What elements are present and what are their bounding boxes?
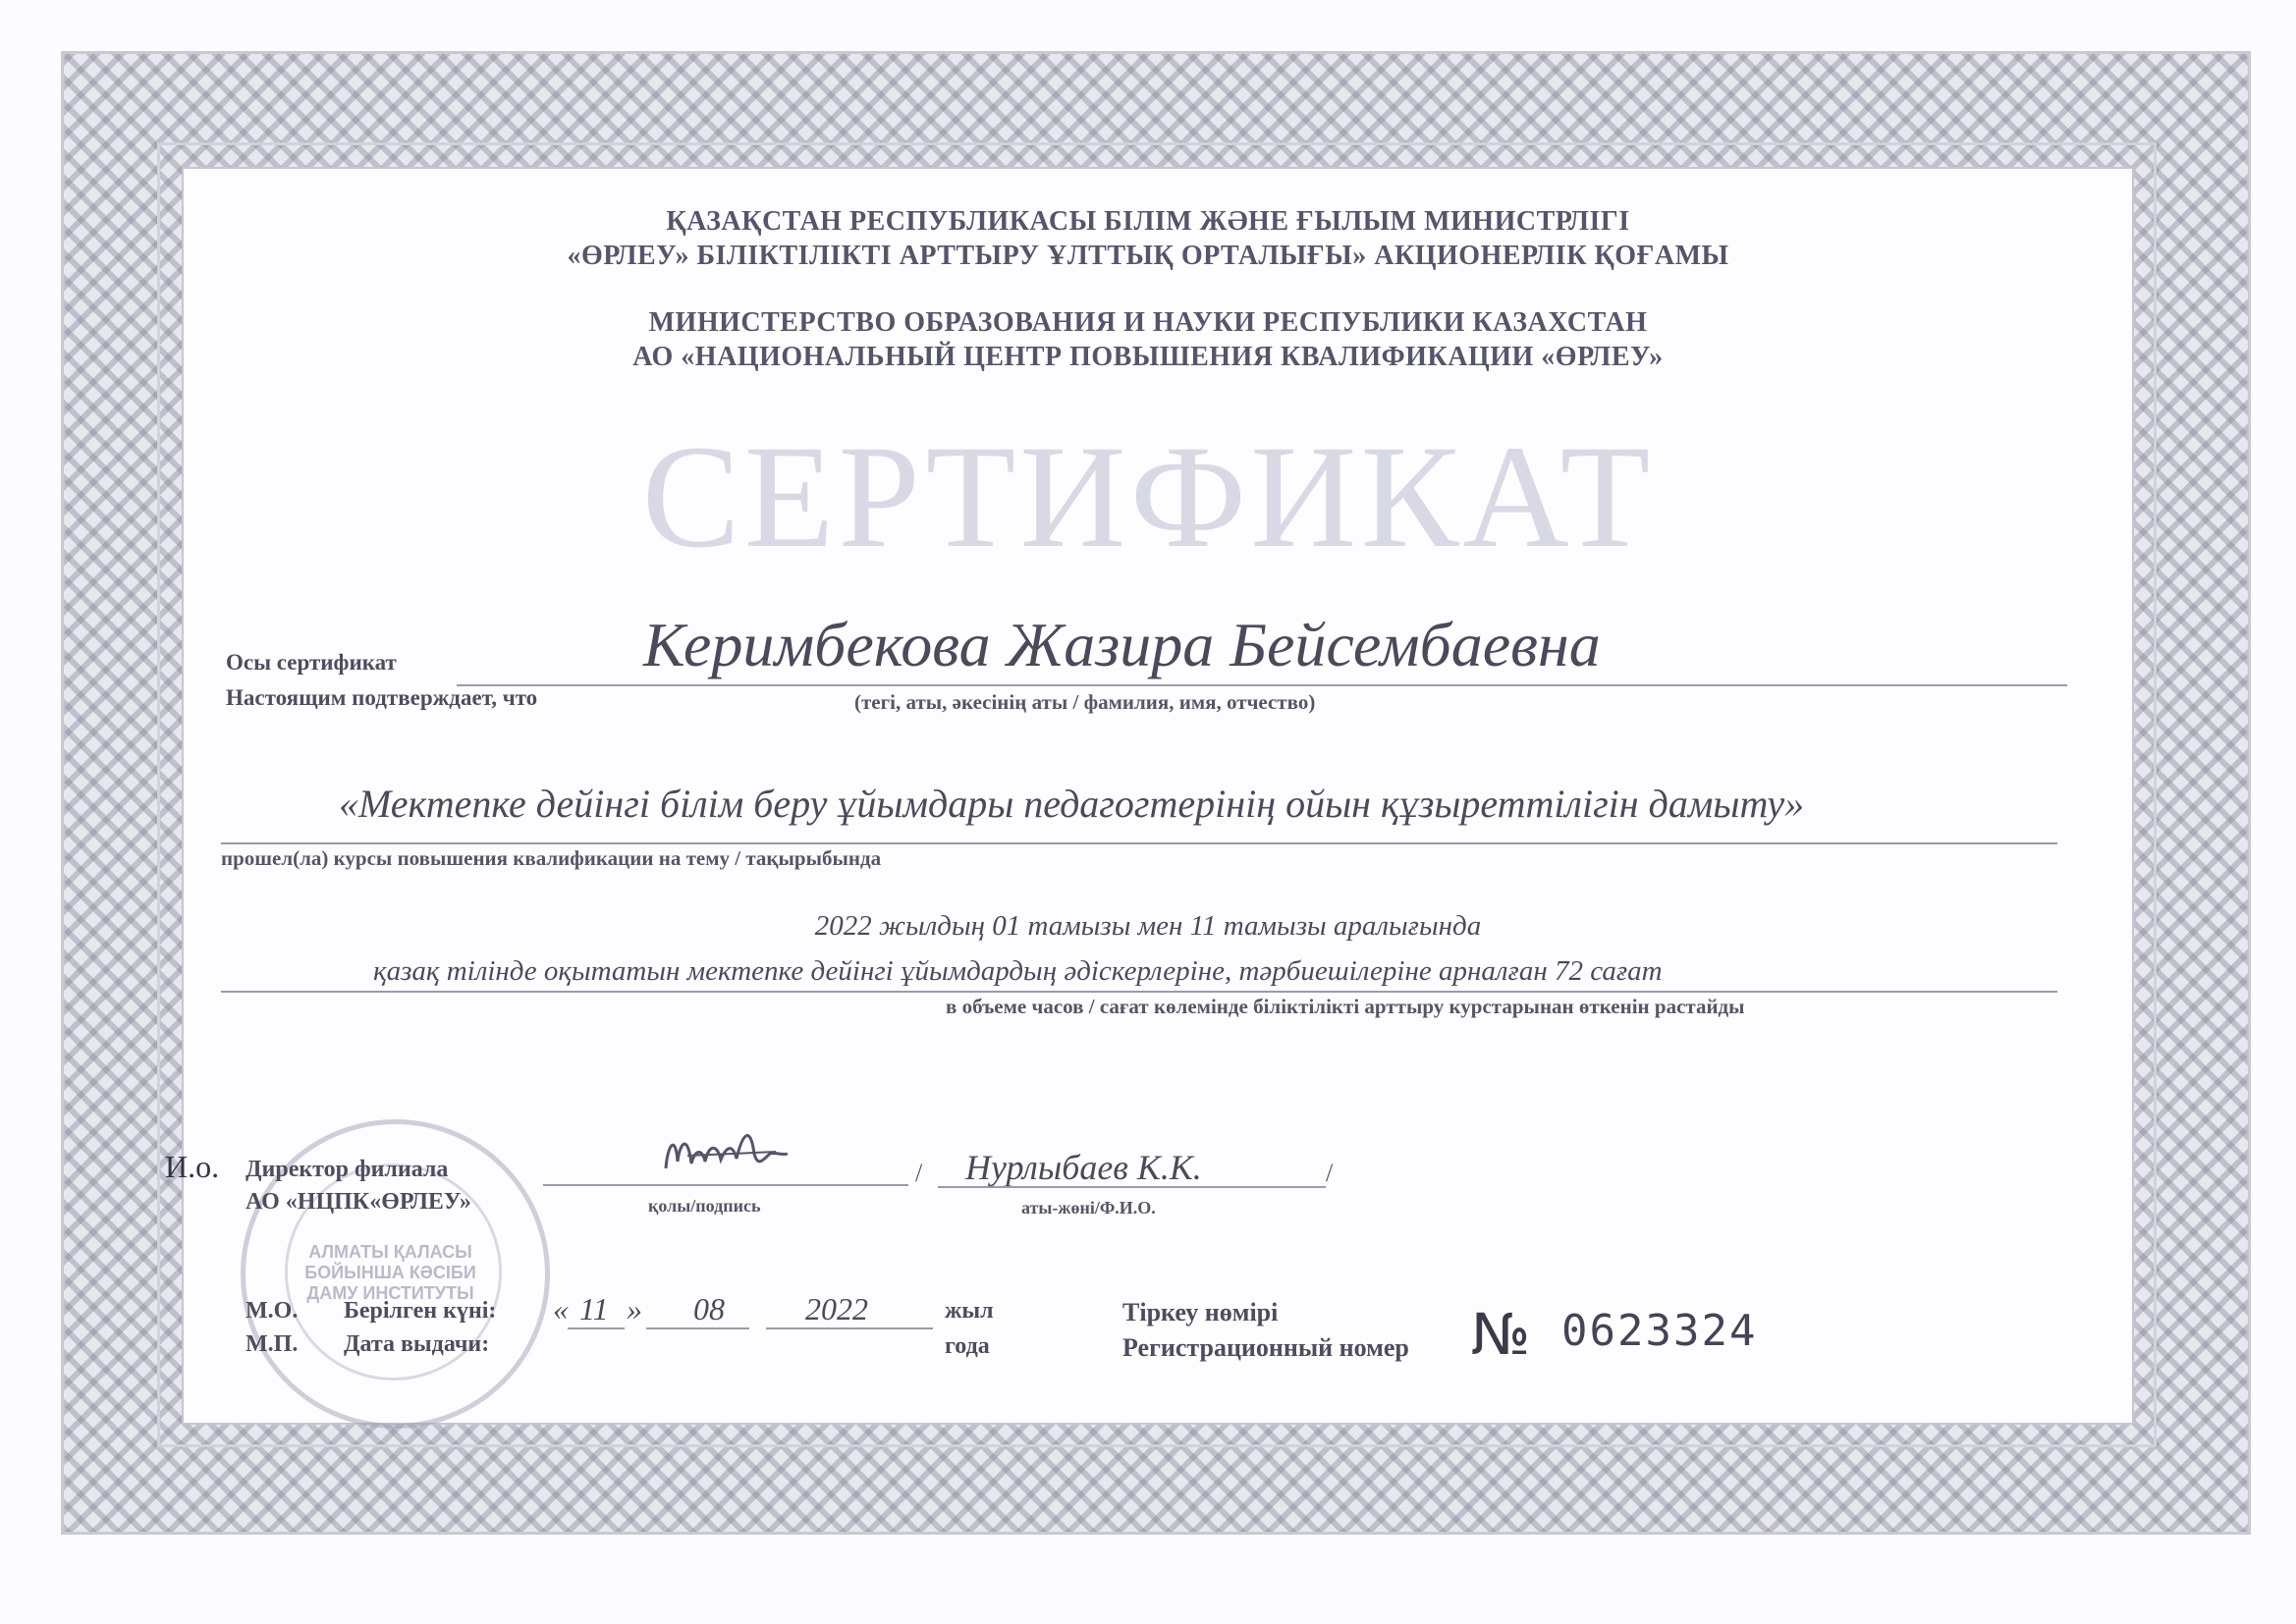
course-topic-caption: прошел(ла) курсы повышения квалификации на тему / тақырыбында (221, 846, 882, 870)
issue-date-label-ru: Дата выдачи: (344, 1331, 490, 1357)
registration-label-ru: Регистрационный номер (1122, 1333, 1409, 1362)
seal-place-kz: М.О. (246, 1298, 299, 1324)
header-ru-line-1: МИНИСТЕРСТВО ОБРАЗОВАНИЯ И НАУКИ РЕСПУБЛИКИ КАЗАХСТАН (648, 307, 1648, 338)
header-kz-line-2: «ӨРЛЕУ» БІЛІКТІЛІКТІ АРТТЫРУ ҰЛТТЫҚ ОРТАЛЫҒЫ» АКЦИОНЕРЛІК ҚОҒАМЫ (567, 241, 1729, 271)
recipient-name: Керимбекова Жазира Бейсембаевна (643, 610, 1601, 679)
signer-name-underline (938, 1186, 1326, 1188)
recipient-name-underline (457, 684, 2067, 686)
issue-year: 2022 (805, 1291, 868, 1326)
header-kz-line-1: ҚАЗАҚСТАН РЕСПУБЛИКАСЫ БІЛІМ ЖӘНЕ ҒЫЛЫМ МИНИСТРЛІГІ (666, 206, 1630, 237)
registration-number: 0623324 (1561, 1306, 1758, 1356)
signer-position-line-1: Директор филиала (246, 1157, 449, 1182)
registration-label-kz: Тіркеу нөмірі (1122, 1298, 1279, 1326)
slash-separator-1: / (915, 1159, 923, 1187)
issue-date-label-kz: Берілген күні: (344, 1298, 497, 1324)
signer-position-line-2: АО «НЦПК«ӨРЛЕУ» (246, 1189, 471, 1215)
signer-name: Нурлыбаев К.К. (965, 1148, 1202, 1187)
issue-month-underline (646, 1327, 749, 1329)
slash-separator-2: / (1326, 1159, 1334, 1187)
seal-place-ru: М.П. (246, 1331, 299, 1357)
signature-caption: қолы/подпись (648, 1196, 761, 1216)
course-topic: «Мектепке дейінгі білім беру ұйымдары педагогтерінің ойын құзыреттілігін дамыту» (339, 782, 1805, 826)
issue-day-underline (568, 1327, 625, 1329)
certificate-title: СЕРТИФИКАТ (641, 415, 1655, 578)
recipient-name-caption: (тегі, аты, әкесінің аты / фамилия, имя, отчество) (854, 690, 1316, 714)
signer-name-caption: аты-жөні/Ф.И.О. (1021, 1198, 1156, 1218)
issue-day: 11 (579, 1291, 609, 1326)
acting-prefix: И.о. (165, 1149, 220, 1184)
recipient-label-ru: Настоящим подтверждает, что (226, 685, 538, 710)
handwritten-signature (648, 1114, 805, 1188)
year-word-kz: жыл (945, 1298, 994, 1324)
issue-month: 08 (693, 1291, 725, 1326)
header-ru-line-2: АО «НАЦИОНАЛЬНЫЙ ЦЕНТР ПОВЫШЕНИЯ КВАЛИФИКАЦИИ «ӨРЛЕУ» (632, 342, 1664, 372)
year-word-ru: года (945, 1333, 990, 1359)
course-hours-caption: в объеме часов / сағат көлемінде біліктілікті арттыру курстарынан өткенін растайды (946, 995, 1745, 1018)
signature-line (543, 1184, 908, 1186)
course-audience-underline (221, 991, 2057, 993)
number-sign: № (1471, 1301, 1531, 1368)
issue-year-underline (766, 1327, 933, 1329)
official-stamp-text: АЛМАТЫ ҚАЛАСЫ БОЙЫНША КӘСІБИ ДАМУ ИНСТИТУТЫ (304, 1242, 476, 1303)
quote-close: » (627, 1291, 642, 1326)
recipient-label-kz: Осы сертификат (226, 650, 397, 675)
course-period: 2022 жылдың 01 тамызы мен 11 тамызы аралығында (814, 910, 1482, 942)
course-audience: қазақ тілінде оқытатын мектепке дейінгі ұйымдардың әдіскерлеріне, тәрбиешілеріне арналған 72 сағат (373, 955, 1663, 987)
course-topic-underline (221, 842, 2057, 844)
quote-open: « (553, 1291, 569, 1326)
